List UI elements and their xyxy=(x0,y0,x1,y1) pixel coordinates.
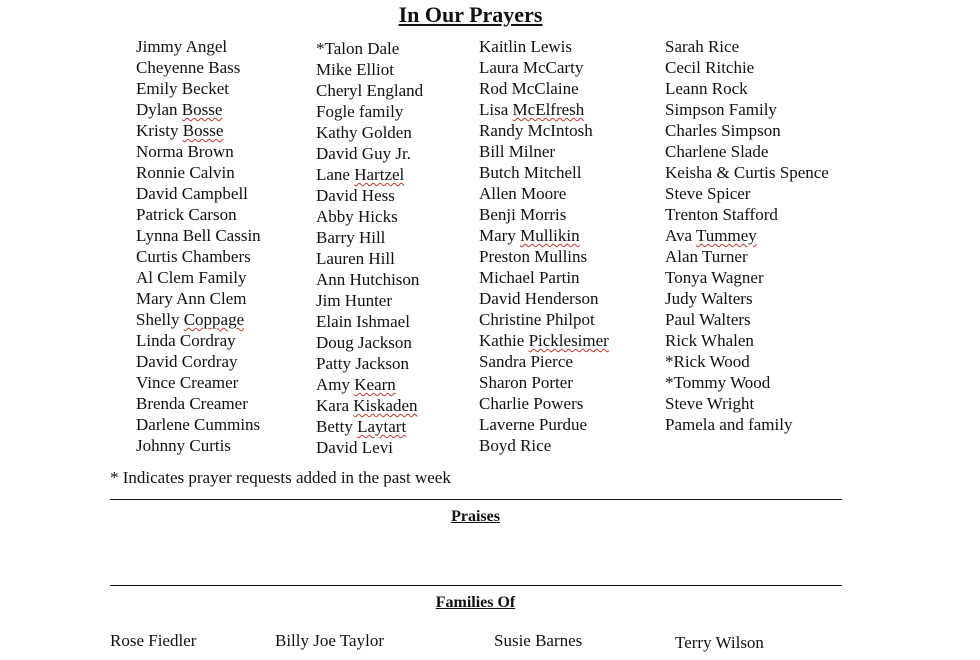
prayer-name: Leann Rock xyxy=(665,79,748,98)
prayer-name: Elain Ishmael xyxy=(316,312,410,331)
prayer-name: *Rick Wood xyxy=(665,352,750,371)
prayer-name: Charlie Powers xyxy=(479,394,584,413)
prayer-name: Shelly Coppage xyxy=(136,310,245,329)
prayer-name: Ronnie Calvin xyxy=(136,163,235,182)
prayer-name: Mike Elliot xyxy=(316,60,394,79)
prayer-name: Charles Simpson xyxy=(665,121,781,140)
prayer-name: Christine Philpot xyxy=(479,310,595,329)
prayer-name: Paul Walters xyxy=(665,310,751,329)
prayer-name: Preston Mullins xyxy=(479,247,588,266)
prayer-name: Laura McCarty xyxy=(479,58,584,77)
prayer-name: David Henderson xyxy=(479,289,599,308)
legend-note: * Indicates prayer requests added in the past week xyxy=(110,468,451,487)
divider-line xyxy=(110,499,842,500)
prayer-name: Curtis Chambers xyxy=(136,247,251,266)
prayer-name: Sarah Rice xyxy=(665,37,740,56)
prayer-name: Randy McIntosh xyxy=(479,121,593,140)
prayer-name: Lisa McElfresh xyxy=(479,100,585,119)
family-name: Billy Joe Taylor xyxy=(275,631,384,650)
prayer-name: Tonya Wagner xyxy=(665,268,764,287)
prayer-name: Benji Morris xyxy=(479,205,567,224)
page-title: In Our Prayers xyxy=(398,2,543,27)
prayer-name: Steve Spicer xyxy=(665,184,751,203)
prayer-name: Lauren Hill xyxy=(316,249,395,268)
prayer-name: Laverne Purdue xyxy=(479,415,588,434)
prayer-name: David Hess xyxy=(316,186,395,205)
prayer-name: Mary Mullikin xyxy=(479,226,580,245)
prayer-name: Kristy Bosse xyxy=(136,121,224,140)
families-heading: Families Of xyxy=(435,594,516,611)
prayer-name: Emily Becket xyxy=(136,79,230,98)
prayer-name: *Talon Dale xyxy=(316,39,400,58)
prayer-column-3 xyxy=(479,36,609,456)
prayer-name: Vince Creamer xyxy=(136,373,239,392)
prayer-name: Brenda Creamer xyxy=(136,394,248,413)
prayer-name: Kara Kiskaden xyxy=(316,396,418,415)
praises-heading: Praises xyxy=(451,508,500,525)
prayer-name: Doug Jackson xyxy=(316,333,412,352)
prayer-name: Patty Jackson xyxy=(316,354,410,373)
prayer-name: David Guy Jr. xyxy=(316,144,411,163)
family-name: Rose Fiedler xyxy=(110,631,197,650)
prayer-name: Cheryl England xyxy=(316,81,424,100)
prayer-name: Barry Hill xyxy=(316,228,386,247)
prayer-column-4 xyxy=(665,36,829,435)
prayer-name: David Campbell xyxy=(136,184,248,203)
prayer-name: Lane Hartzel xyxy=(316,165,405,184)
prayer-name: Sandra Pierce xyxy=(479,352,573,371)
prayer-name: Betty Laytart xyxy=(316,417,407,436)
prayer-column-1 xyxy=(136,36,261,456)
prayer-name: Norma Brown xyxy=(136,142,234,161)
prayer-name: Lynna Bell Cassin xyxy=(136,226,261,245)
prayer-name: Johnny Curtis xyxy=(136,436,231,455)
prayer-name: Ann Hutchison xyxy=(316,270,420,289)
prayer-name: Charlene Slade xyxy=(665,142,769,161)
prayer-name: Patrick Carson xyxy=(136,205,237,224)
prayer-name: David Levi xyxy=(316,438,393,457)
prayer-name: Steve Wright xyxy=(665,394,755,413)
prayer-name: Butch Mitchell xyxy=(479,163,582,182)
prayer-name: Cheyenne Bass xyxy=(136,58,241,77)
prayer-name: Amy Kearn xyxy=(316,375,396,394)
prayer-name: Trenton Stafford xyxy=(665,205,778,224)
prayer-name: Cecil Ritchie xyxy=(665,58,755,77)
prayer-column-2 xyxy=(316,38,423,458)
prayer-name: Abby Hicks xyxy=(316,207,398,226)
prayer-name: Kathy Golden xyxy=(316,123,412,142)
prayer-name: Keisha & Curtis Spence xyxy=(665,163,829,182)
prayer-name: Dylan Bosse xyxy=(136,100,223,119)
prayer-name: Pamela and family xyxy=(665,415,793,434)
prayer-name: Rick Whalen xyxy=(665,331,754,350)
prayer-name: Boyd Rice xyxy=(479,436,552,455)
prayer-name: Sharon Porter xyxy=(479,373,573,392)
family-name: Susie Barnes xyxy=(494,631,583,650)
prayer-name: Jim Hunter xyxy=(316,291,393,310)
prayer-name: Ava Tummey xyxy=(665,226,757,245)
prayer-name: Kathie Picklesimer xyxy=(479,331,609,350)
prayer-name: Linda Cordray xyxy=(136,331,236,350)
prayer-name: Al Clem Family xyxy=(136,268,247,287)
prayer-name: Michael Partin xyxy=(479,268,580,287)
prayer-name: Mary Ann Clem xyxy=(136,289,247,308)
prayer-name: Fogle family xyxy=(316,102,404,121)
prayer-name: Darlene Cummins xyxy=(136,415,261,434)
family-name: Terry Wilson xyxy=(675,633,764,652)
prayer-name: Rod McClaine xyxy=(479,79,579,98)
prayer-name: *Tommy Wood xyxy=(665,373,771,392)
prayer-name: Judy Walters xyxy=(665,289,753,308)
prayer-name: Alan Turner xyxy=(665,247,748,266)
prayer-name: Kaitlin Lewis xyxy=(479,37,573,56)
prayer-name: Allen Moore xyxy=(479,184,567,203)
prayer-name: Simpson Family xyxy=(665,100,777,119)
prayer-name: Bill Milner xyxy=(479,142,556,161)
prayer-name: Jimmy Angel xyxy=(136,37,228,56)
prayer-name: David Cordray xyxy=(136,352,238,371)
divider-line xyxy=(110,585,842,586)
